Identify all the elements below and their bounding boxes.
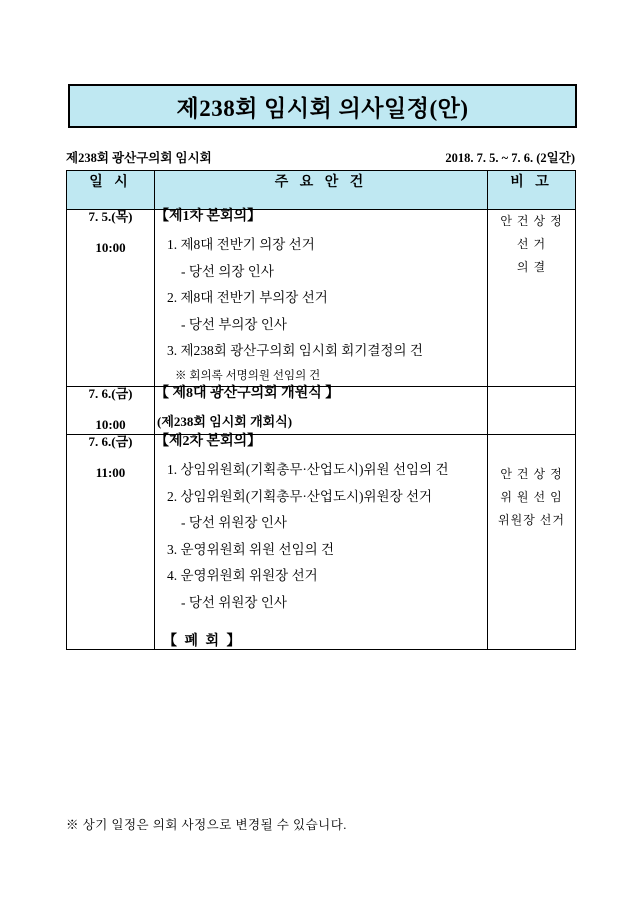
agenda-closing: 【 폐 회 】 [163, 634, 243, 649]
agenda-heading: 【제1차 본회의】 [155, 209, 262, 224]
note-line: 의 결 [516, 259, 547, 274]
document-subheader [66, 148, 575, 166]
agenda-item: - 당선 위원장 인사 [181, 594, 287, 610]
row-date-cell [67, 210, 155, 387]
row-time: 11:00 [95, 465, 126, 480]
agenda-item-note: ※ 회의록 서명의원 선임의 건 [175, 369, 321, 382]
column-header-date: 일 시 [67, 171, 155, 210]
table-header-row [67, 171, 576, 210]
document-footnote: ※ 상기 일정은 의회 사정으로 변경될 수 있습니다. [66, 818, 347, 832]
agenda-item: 1. 제8대 전반기 의장 선거 [167, 237, 315, 252]
row-date-cell [67, 387, 155, 435]
document-title-box [68, 84, 577, 128]
row-time: 10:00 [95, 417, 126, 432]
note-line: 안 건 상 정 [500, 214, 563, 228]
row-agenda-cell [155, 210, 488, 387]
row-date: 7. 6.(금) [88, 434, 133, 449]
page-title: 제238회 임시회 의사일정(안) [176, 95, 469, 121]
subheader-session: 제238회 광산구의회 임시회 [66, 151, 212, 165]
note-line: 위원장 선거 [498, 512, 565, 527]
agenda-item: - 당선 의장 인사 [181, 263, 274, 279]
row-note-cell [488, 435, 576, 650]
row-agenda-cell [155, 387, 488, 435]
table-row [67, 387, 576, 435]
agenda-item: 4. 운영위원회 위원장 선거 [167, 568, 318, 583]
row-date: 7. 6.(금) [88, 386, 133, 401]
row-note-cell [488, 210, 576, 387]
agenda-item: 1. 상임위원회(기획총무·산업도시)위원 선임의 건 [167, 462, 449, 477]
row-note-cell [488, 387, 576, 435]
agenda-heading: 【 제8대 광산구의회 개원식 】 [155, 386, 340, 401]
column-header-note: 비 고 [488, 171, 576, 210]
table-row [67, 435, 576, 650]
agenda-subheading: (제238회 임시회 개회식) [157, 414, 293, 429]
row-date: 7. 5.(목) [88, 209, 133, 224]
row-date-cell [67, 435, 155, 650]
table-row [67, 210, 576, 387]
agenda-item: - 당선 부의장 인사 [181, 316, 287, 332]
column-header-agenda: 주 요 안 건 [155, 171, 488, 210]
subheader-dates: 2018. 7. 5. ~ 7. 6. (2일간) [445, 151, 575, 165]
note-line: 안 건 상 정 [500, 467, 563, 481]
agenda-heading: 【제2차 본회의】 [155, 434, 262, 449]
note-line: 선 거 [516, 236, 547, 251]
row-agenda-cell [155, 435, 488, 650]
row-time: 10:00 [95, 240, 126, 255]
agenda-item: 3. 운영위원회 위원 선임의 건 [167, 541, 335, 557]
note-line: 위 원 선 임 [500, 489, 563, 504]
agenda-item: 2. 상임위원회(기획총무·산업도시)위원장 선거 [167, 488, 433, 504]
agenda-item: - 당선 위원장 인사 [181, 515, 287, 530]
agenda-item: 2. 제8대 전반기 부의장 선거 [167, 290, 328, 305]
agenda-table [66, 170, 576, 650]
agenda-item: 3. 제238회 광산구의회 임시회 회기결정의 건 [167, 343, 423, 358]
